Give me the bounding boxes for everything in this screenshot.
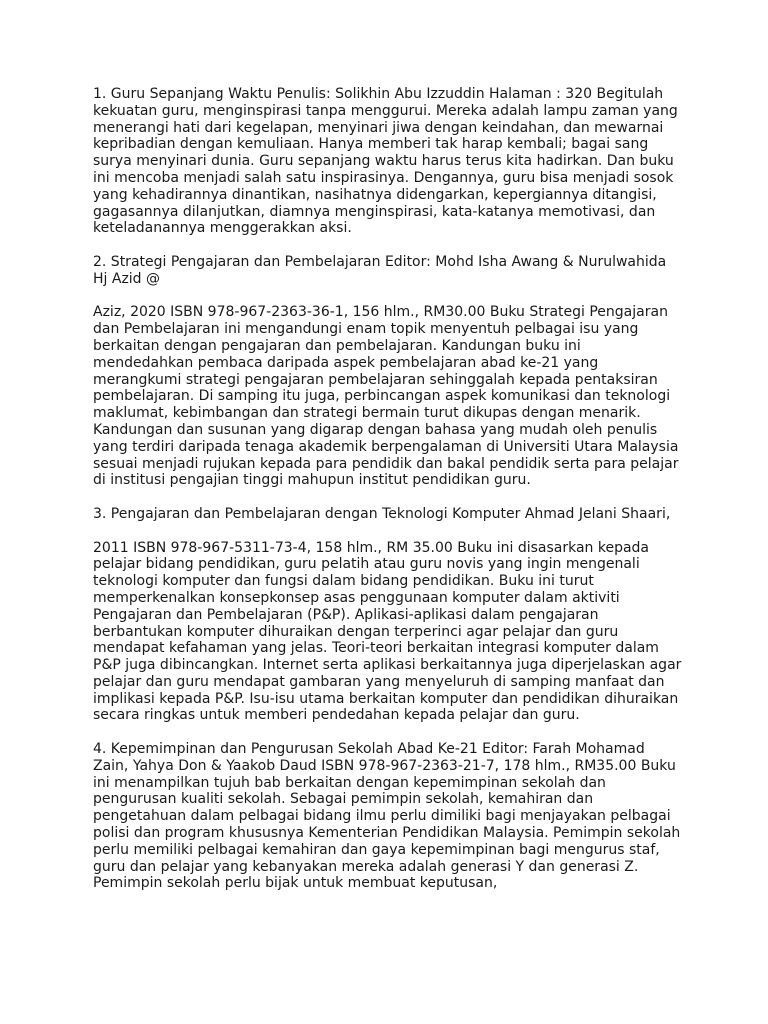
paragraph-book-2-body: Aziz, 2020 ISBN 978-967-2363-36-1, 156 hlm., RM30.00 Buku Strategi Pengajaran dan Pembelajaran ini mengandungi enam topik menyentuh pelbagai isu yang berkaitan dengan pengajaran dan pembelajaran. Kandungan buku ini mendedahkan pembaca daripada aspek pembelajaran abad ke-21 yang merangkumi strategi pengajaran pembelajaran sehinggalah kepada pentaksiran pembelajaran. Di samping itu juga, perbincangan aspek komunikasi dan teknologi maklumat, kebimbangan dan strategi bermain turut dikupas dengan menarik. Kandungan dan susunan yang digarap dengan bahasa yang mudah oleh penulis yang terdiri daripada tenaga akademik berpengalaman di Universiti Utara Malaysia sesuai menjadi rujukan kepada para pendidik dan bakal pendidik serta para pelajar di institusi pengajian tinggi mahupun institut pendidikan guru. xyxy=(93,304,679,489)
paragraph-book-2-heading: 2. Strategi Pengajaran dan Pembelajaran Editor: Mohd Isha Awang & Nurulwahida Hj Azid @ xyxy=(93,253,667,287)
paragraph-book-4: 4. Kepemimpinan dan Pengurusan Sekolah Abad Ke-21 Editor: Farah Mohamad Zain, Yahya Don & Yaakob Daud ISBN 978-967-2363-21-7, 178 hlm., RM35.00 Buku ini menampilkan tujuh bab berkaitan dengan kepemimpinan sekolah dan pengurusan kualiti sekolah. Sebagai pemimpin sekolah, kemahiran dan pengetahuan dalam pelbagai bidang ilmu perlu dimiliki bagi menjayakan pelbagai polisi dan program khususnya Kementerian Pendidikan Malaysia. Pemimpin sekolah perlu memiliki pelbagai kemahiran dan gaya kepemimpinan bagi mengurus staf, guru dan pelajar yang kebanyakan mereka adalah generasi Y dan generasi Z. Pemimpin sekolah perlu bijak untuk membuat keputusan, xyxy=(93,741,681,892)
paragraph-book-3-body: 2011 ISBN 978-967-5311-73-4, 158 hlm., RM 35.00 Buku ini disasarkan kepada pelajar bidang pendidikan, guru pelatih atau guru novis yang ingin mengenali teknologi komputer dan fungsi dalam bidang pendidikan. Buku ini turut memperkenalkan konsepkonsep asas penggunaan komputer dalam aktiviti Pengajaran dan Pembelajaran (P&P). Aplikasi-aplikasi dalam pengajaran berbantukan komputer dihuraikan dengan terperinci agar pelajar dan guru mendapat kefahaman yang jelas. Teori-teori berkaitan integrasi komputer dalam P&P juga dibincangkan. Internet serta aplikasi berkaitannya juga diperjelaskan agar pelajar dan guru mendapat gambaran yang menyeluruh di samping manfaat dan implikasi kepada P&P. Isu-isu utama berkaitan komputer dan pendidikan dihuraikan secara ringkas untuk memberi pendedahan kepada pelajar dan guru. xyxy=(93,539,682,724)
document-page xyxy=(93,86,683,909)
paragraph-book-1: 1. Guru Sepanjang Waktu Penulis: Solikhin Abu Izzuddin Halaman : 320 Begitulah kekuatan guru, menginspirasi tanpa menggurui. Mereka adalah lampu zaman yang menerangi hati dari kegelapan, menyinari jiwa dengan keindahan, dan mewarnai kepribadian dengan kemuliaan. Hanya memberi tak harap kembali; bagai sang surya menyinari dunia. Guru sepanjang waktu harus terus kita hadirkan. Dan buku ini mencoba menjadi salah satu inspirasinya. Dengannya, guru bisa menjadi sosok yang kehadirannya dinantikan, nasihatnya didengarkan, kepergiannya ditangisi, gagasannya dilanjutkan, diamnya menginspirasi, kata-katanya memotivasi, dan keteladanannya menggerakkan aksi. xyxy=(93,86,678,237)
paragraph-book-3-heading: 3. Pengajaran dan Pembelajaran dengan Teknologi Komputer Ahmad Jelani Shaari, xyxy=(93,505,671,522)
